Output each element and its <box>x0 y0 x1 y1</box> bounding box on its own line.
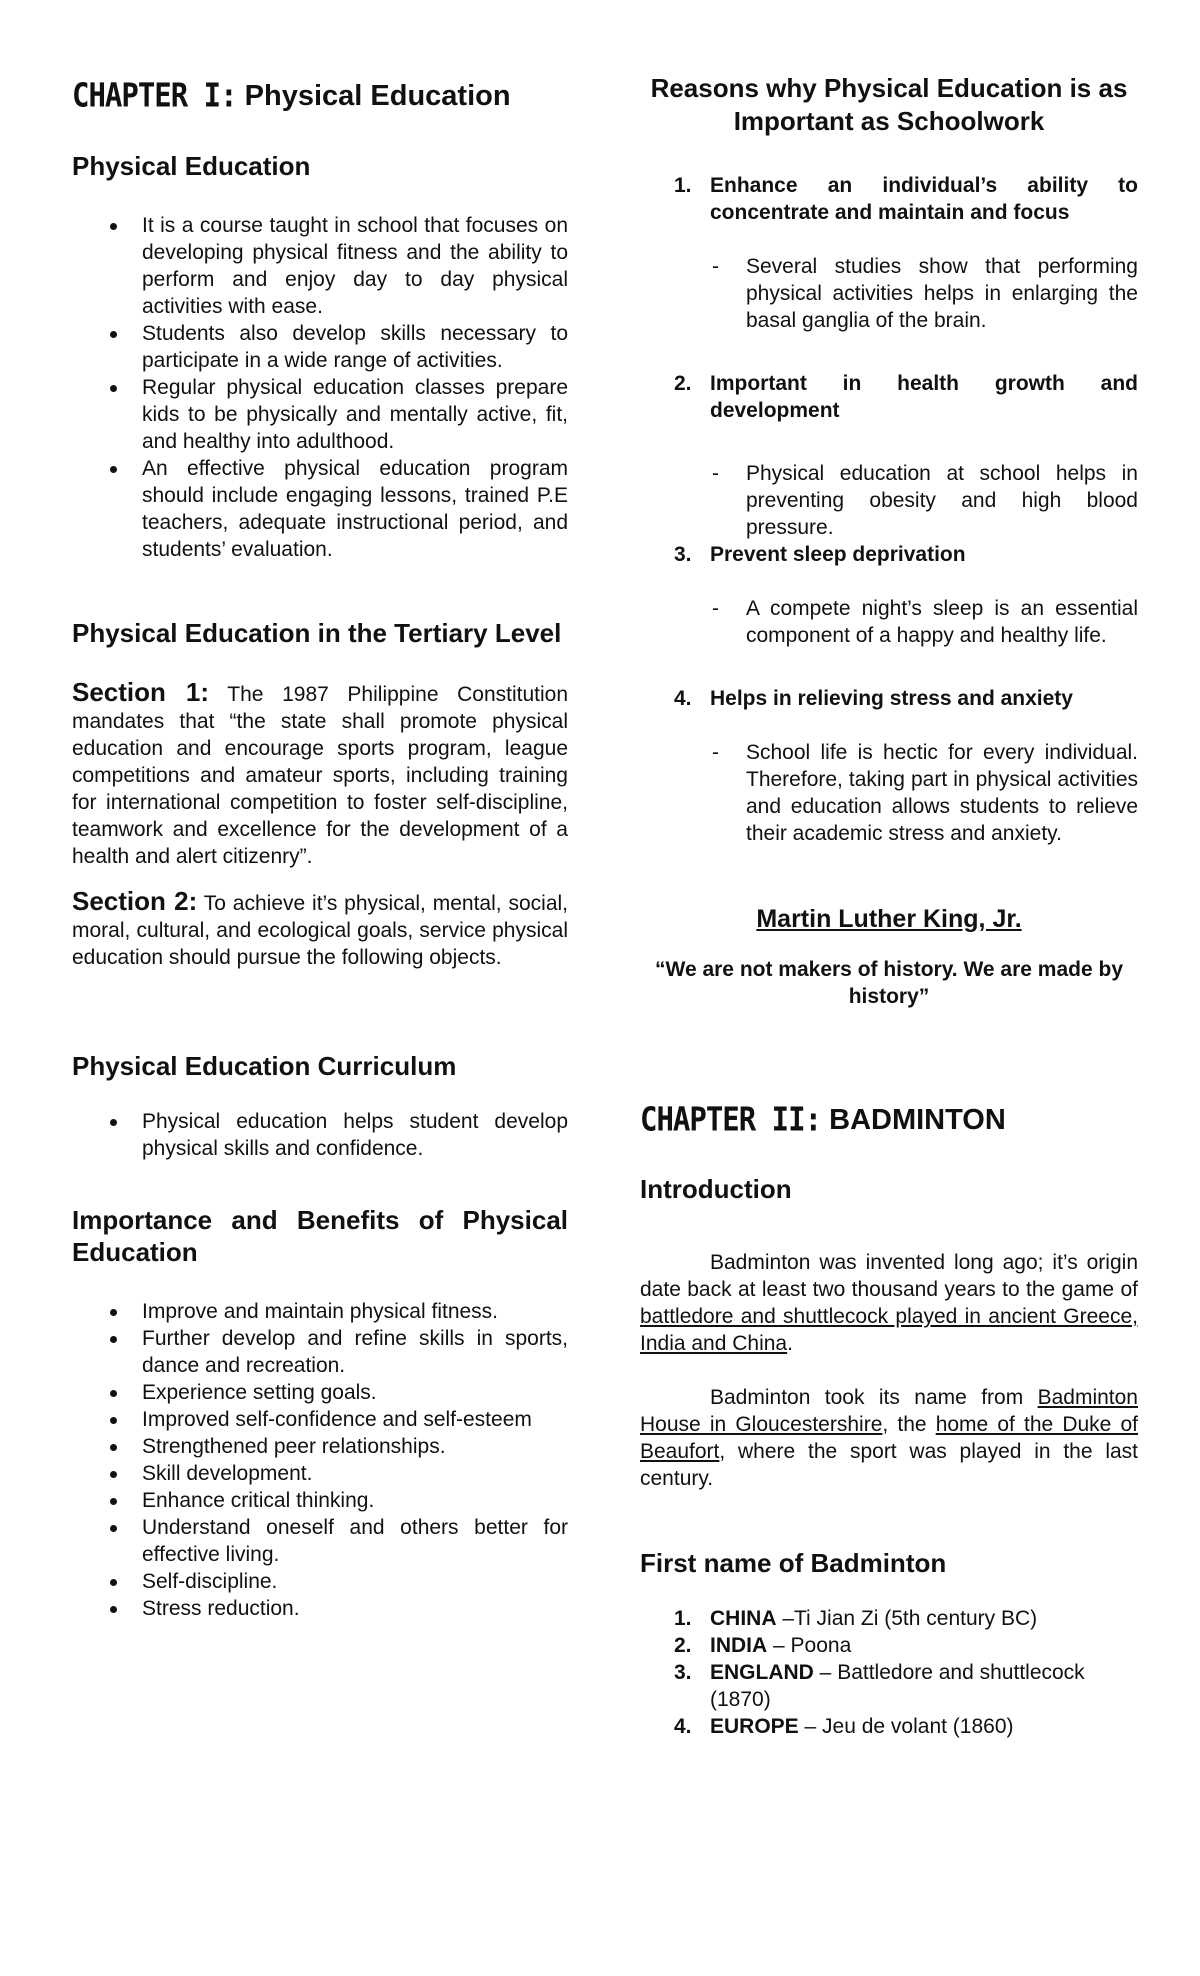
reason-detail: - Physical education at school helps in preventing obesity and high blood pressure. <box>712 462 1138 539</box>
bullet-icon <box>110 1309 117 1316</box>
list-item: 4. EUROPE – Jeu de volant (1860) <box>674 1715 1014 1739</box>
bullet-icon <box>110 1119 117 1126</box>
reasons-list <box>640 172 1138 847</box>
list-item: An effective physical education program should include engaging lessons, trained P.E teachers, adequate instructional period, and students’ evaluation. <box>72 455 568 563</box>
first-names-list <box>640 1605 1138 1740</box>
list-item: 1. CHINA –Ti Jian Zi (5th century BC) <box>674 1607 1038 1631</box>
pe-bullet-list <box>72 212 568 563</box>
list-item: Regular physical education classes prepare kids to be physically and mentally active, fit, and healthy into adulthood. <box>72 374 568 455</box>
chapter-2-name: BADMINTON <box>821 1104 1006 1136</box>
reasons-title: Reasons why Physical Education is as Important as Schoolwork <box>650 73 1128 136</box>
bullet-icon <box>110 1525 117 1532</box>
bullet-icon <box>110 1471 117 1478</box>
list-item: Students also develop skills necessary to participate in a wide range of activities. <box>72 320 568 374</box>
list-item: Improved self-confidence and self-esteem <box>72 1406 568 1433</box>
duke-of-beaufort-link[interactable]: home of the Duke of Beaufort <box>640 1412 1138 1463</box>
dash-icon: - <box>712 741 719 764</box>
bullet-icon <box>110 385 117 392</box>
chapter-1-name: Physical Education <box>236 80 511 112</box>
chapter-1-label: CHAPTER I: <box>72 75 237 115</box>
bullet-icon <box>110 1417 117 1424</box>
curriculum-heading: Physical Education Curriculum <box>72 1050 457 1081</box>
section-2-label: Section 2: <box>72 885 198 916</box>
list-item: Self-discipline. <box>72 1568 568 1595</box>
bullet-icon <box>110 1606 117 1613</box>
tertiary-heading: Physical Education in the Tertiary Level <box>72 617 562 648</box>
chapter-1-title <box>72 75 568 115</box>
list-item: 2. INDIA – Poona <box>674 1634 852 1658</box>
list-item: Stress reduction. <box>72 1595 568 1622</box>
badminton-house-link[interactable]: Badminton House in Gloucestershire <box>640 1385 1138 1436</box>
list-item: Understand oneself and others better for effective living. <box>72 1514 568 1568</box>
left-column <box>72 0 568 1622</box>
chapter-2-title <box>640 1099 1138 1139</box>
dash-icon: - <box>712 597 719 620</box>
reason-detail: - School life is hectic for every individual. Therefore, taking part in physical activities and education allows students to relieve their academic stress and anxiety. <box>712 741 1138 845</box>
benefits-bullet-list <box>72 1298 568 1622</box>
section-1-paragraph: Section 1: The 1987 Philippine Constitution mandates that “the state shall promote physical education and encourage sports program, league competitions and amateur sports, including training for international competition to foster self-discipline, teamwork and excellence for the development of a health and alert citizenry”. <box>72 676 569 868</box>
list-item: Enhance critical thinking. <box>72 1487 568 1514</box>
bullet-icon <box>110 1498 117 1505</box>
right-column <box>640 0 1138 1740</box>
list-item: 3. ENGLAND – Battledore and shuttlecock (1870) <box>674 1661 1085 1712</box>
introduction-heading: Introduction <box>640 1173 792 1204</box>
origin-link[interactable]: battledore and shuttlecock played in ancient Greece, India and China <box>640 1304 1138 1355</box>
bullet-icon <box>110 1444 117 1451</box>
reason-heading: 2. Important in health growth and development <box>674 372 1138 422</box>
intro-paragraph-1: Badminton was invented long ago; it’s origin date back at least two thousand years to the game of battledore and shuttlecock played in ancient Greece, India and China. <box>640 1250 1138 1355</box>
list-item: Physical education helps student develop physical skills and confidence. <box>72 1108 568 1162</box>
reason-detail: - Several studies show that performing physical activities helps in enlarging the basal ganglia of the brain. <box>712 255 1138 332</box>
quote-text: “We are not makers of history. We are made by history” <box>655 958 1123 1008</box>
bullet-icon <box>110 1390 117 1397</box>
bullet-icon <box>110 223 117 230</box>
benefits-heading: Importance and Benefits of Physical Education <box>72 1205 568 1268</box>
reason-heading: 3. Prevent sleep deprivation <box>674 543 966 566</box>
section-2-paragraph: Section 2: To achieve it’s physical, mental, social, moral, cultural, and ecological goals, service physical education should pursue the following objects. <box>72 885 568 969</box>
dash-icon: - <box>712 462 719 485</box>
first-name-heading: First name of Badminton <box>640 1547 947 1578</box>
quote-author: Martin Luther King, Jr. <box>756 905 1022 933</box>
dash-icon: - <box>712 255 719 278</box>
list-item: Experience setting goals. <box>72 1379 568 1406</box>
reason-detail: - A compete night’s sleep is an essential component of a happy and healthy life. <box>712 597 1138 647</box>
section-1-label: Section 1: <box>72 676 210 707</box>
intro-paragraph-2: Badminton took its name from Badminton House in Gloucestershire, the home of the Duke of Beaufort, where the sport was played in the last century. <box>640 1385 1138 1490</box>
bullet-icon <box>110 331 117 338</box>
bullet-icon <box>110 466 117 473</box>
list-item: Improve and maintain physical fitness. <box>72 1298 568 1325</box>
curriculum-bullet-list <box>72 1108 568 1162</box>
chapter-2-label: CHAPTER II: <box>640 1099 822 1139</box>
list-item: Skill development. <box>72 1460 568 1487</box>
reason-heading: 4. Helps in relieving stress and anxiety <box>674 687 1073 710</box>
list-item: Further develop and refine skills in sports, dance and recreation. <box>72 1325 568 1379</box>
pe-heading: Physical Education <box>72 150 311 181</box>
list-item: It is a course taught in school that focuses on developing physical fitness and the ability to perform and enjoy day to day physical activities with ease. <box>72 212 568 320</box>
list-item: Strengthened peer relationships. <box>72 1433 568 1460</box>
bullet-icon <box>110 1336 117 1343</box>
bullet-icon <box>110 1579 117 1586</box>
reason-heading: 1. Enhance an individual’s ability to concentrate and maintain and focus <box>674 174 1138 224</box>
